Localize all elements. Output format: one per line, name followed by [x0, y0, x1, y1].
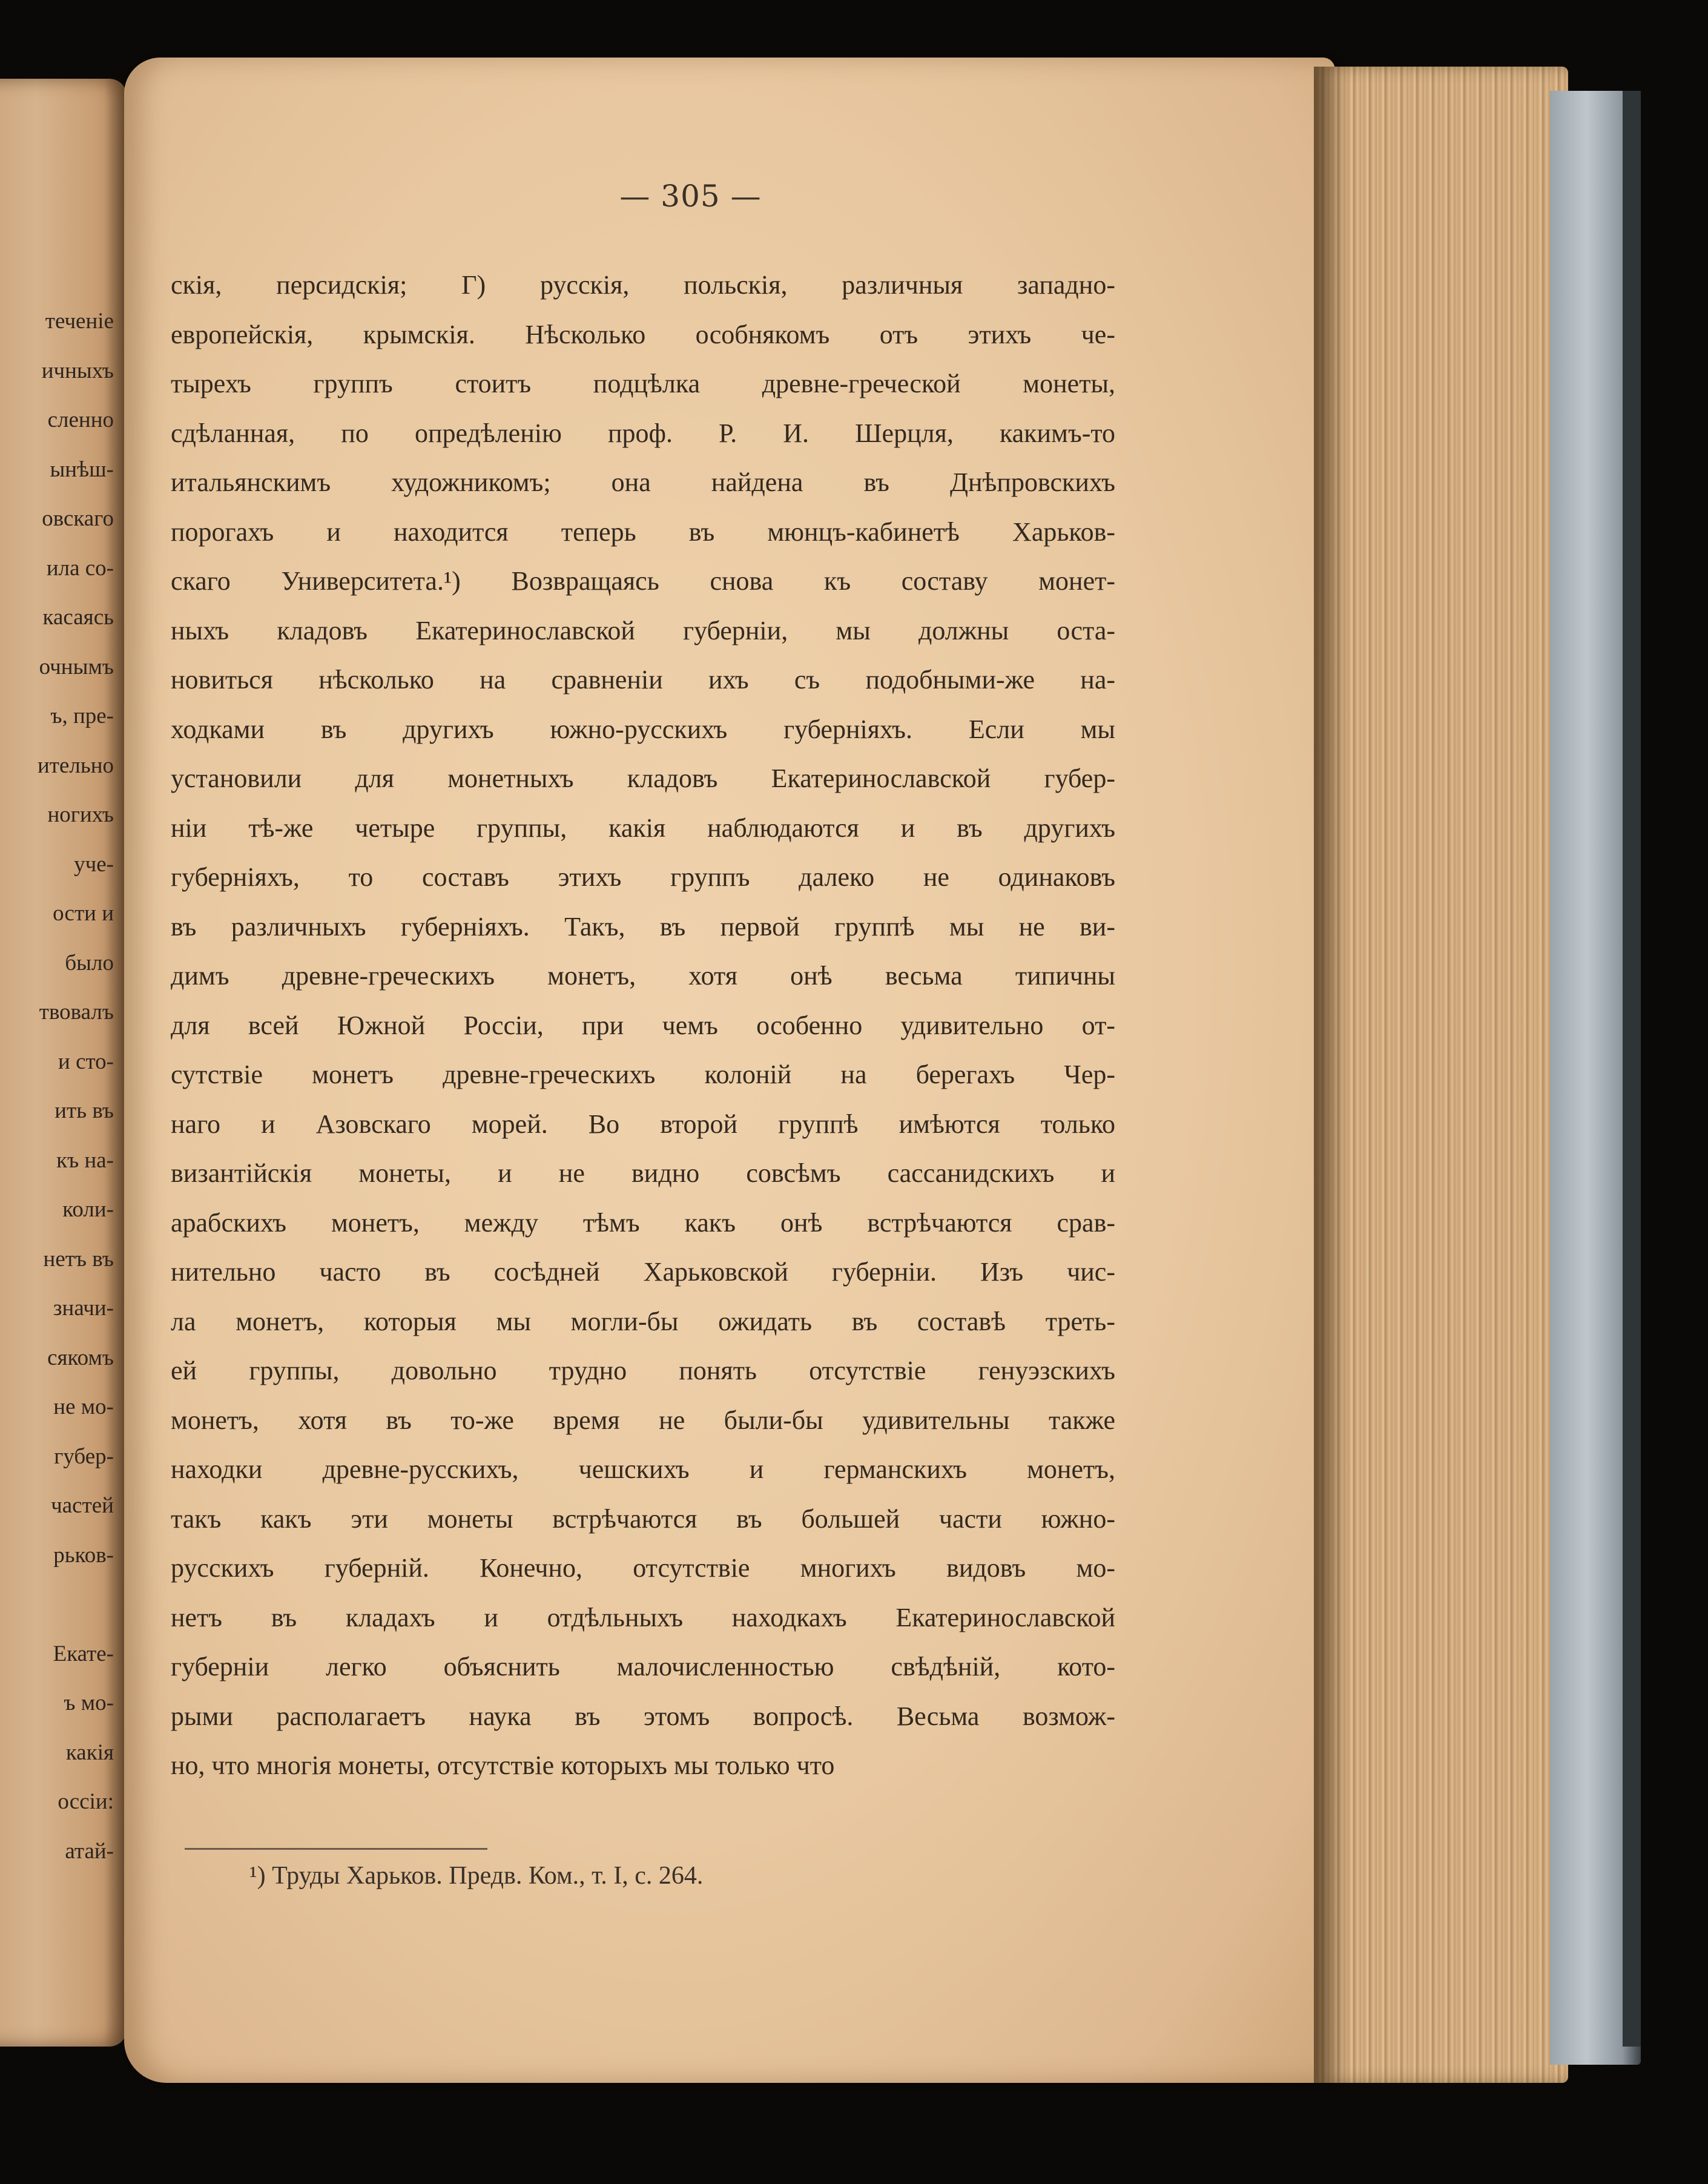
page-body-text [171, 260, 1115, 1790]
left-page-line: было [65, 950, 114, 975]
left-page-line: атай- [65, 1838, 114, 1864]
left-page-line: сленно [47, 407, 114, 432]
text-line: ла монетъ, которыя мы могли-бы ожидать въ составѣ треть- [171, 1306, 1115, 1336]
left-page-line: ынѣш- [50, 457, 114, 482]
left-page-line: рьков- [53, 1542, 114, 1568]
page-number: — 305 — [619, 179, 762, 214]
text-line: тырехъ группъ стоитъ подцѣлка древне-греческой монеты, [171, 369, 1115, 398]
text-line: монетъ, хотя въ то-же время не были-бы удивительны также [171, 1405, 1115, 1435]
text-line: въ различныхъ губерніяхъ. Такъ, въ первой группѣ мы не ви- [171, 911, 1115, 942]
text-line: итальянскимъ художникомъ; она найдена въ Днѣпровскихъ [171, 467, 1115, 497]
left-page-line [0, 1580, 114, 1629]
left-page-line: уче- [74, 851, 114, 877]
left-page-line: нетъ въ [43, 1246, 114, 1272]
text-line: нительно часто въ сосѣдней Харьковской губерніи. Изъ чис- [171, 1257, 1115, 1287]
left-page-line: касаясь [42, 605, 114, 630]
text-line: скія, персидскія; Г) русскія, польскія, различныя западно- [171, 270, 1115, 300]
left-page-line: ъ мо- [64, 1691, 114, 1715]
left-page-line: ичныхъ [41, 358, 114, 383]
left-page-line: сякомъ [47, 1345, 114, 1370]
left-page-line: не мо- [53, 1394, 114, 1419]
left-facing-page [0, 79, 127, 2047]
left-page-line: ногихъ [47, 802, 114, 827]
text-line: рыми располагаетъ наука въ этомъ вопросѣ. Весьма возмож- [171, 1701, 1115, 1731]
text-line: наго и Азовскаго морей. Во второй группѣ имѣются только [171, 1109, 1115, 1139]
left-page-line: значи- [53, 1296, 114, 1321]
left-page-line: теченіе [45, 309, 114, 334]
text-line: ныхъ кладовъ Екатеринославской губерніи, мы должны оста- [171, 615, 1115, 645]
left-page-line: Екате- [53, 1641, 114, 1666]
page-edge-shadow [1314, 67, 1350, 2083]
text-line: порогахъ и находится теперь въ мюнцъ-кабинетѣ Харьков- [171, 516, 1115, 547]
text-line: ходками въ другихъ южно-русскихъ губерніяхъ. Если мы [171, 714, 1115, 744]
text-line: европейскія, крымскія. Нѣсколько особнякомъ отъ этихъ че- [171, 319, 1115, 349]
left-page-line: ости и [53, 901, 114, 926]
left-page-line: какія [65, 1740, 114, 1765]
left-page-line: ительно [37, 753, 114, 778]
left-page-line: очнымъ [39, 654, 114, 679]
text-line: ніи тѣ-же четыре группы, какія наблюдаются и въ другихъ [171, 813, 1115, 843]
text-line: такъ какъ эти монеты встрѣчаются въ большей части южно- [171, 1503, 1115, 1534]
text-line: новиться нѣсколько на сравненіи ихъ съ подобными-же на- [171, 665, 1115, 694]
left-page-line: твовалъ [39, 1000, 114, 1024]
left-page-line: частей [51, 1493, 114, 1518]
left-page-line: ила со- [46, 555, 114, 581]
footnote-rule [185, 1848, 487, 1850]
left-page-line: и сто- [58, 1049, 114, 1074]
text-line: установили для монетныхъ кладовъ Екатеринославской губер- [171, 764, 1115, 793]
page-edges-stack [1314, 67, 1568, 2083]
text-line: скаго Университета.¹) Возвращаясь снова къ составу монет- [171, 566, 1115, 596]
left-page-line: ъ, пре- [50, 704, 114, 728]
left-page-line: къ на- [56, 1147, 114, 1173]
footnote: ¹) Труды Харьков. Предв. Ком., т. I, с. 264. [249, 1862, 704, 1890]
text-line: арабскихъ монетъ, между тѣмъ какъ онѣ встрѣчаются срав- [171, 1207, 1115, 1238]
text-line: сутствіе монетъ древне-греческихъ колоній на берегахъ Чер- [171, 1060, 1115, 1089]
text-line: но, что многія монеты, отсутствіе которыхъ мы только что [171, 1750, 835, 1780]
text-line: губерніяхъ, то составъ этихъ группъ далеко не одинаковъ [171, 862, 1115, 892]
left-page-text-fragments [0, 297, 114, 1876]
left-page-line: коли- [62, 1197, 114, 1222]
text-line: русскихъ губерній. Конечно, отсутствіе многихъ видовъ мо- [171, 1553, 1115, 1583]
left-page-line: оссіи: [58, 1789, 114, 1814]
text-line: находки древне-русскихъ, чешскихъ и германскихъ монетъ, [171, 1454, 1115, 1484]
text-line: губерніи легко объяснить малочисленностью свѣдѣній, кото- [171, 1652, 1115, 1681]
text-line: ей группы, довольно трудно понять отсутствіе генуэзскихъ [171, 1356, 1115, 1385]
text-line: сдѣланная, по опредѣленію проф. Р. И. Шерцля, какимъ-то [171, 418, 1115, 448]
text-line: византійскія монеты, и не видно совсѣмъ сассанидскихъ и [171, 1158, 1115, 1188]
text-line: для всей Южной Россіи, при чемъ особенно удивительно от- [171, 1010, 1115, 1040]
text-line: нетъ въ кладахъ и отдѣльныхъ находкахъ Екатеринославской [171, 1602, 1115, 1632]
text-line: димъ древне-греческихъ монетъ, хотя онѣ весьма типичны [171, 961, 1115, 991]
left-page-line: ить въ [54, 1098, 114, 1123]
book-spine [1623, 91, 1641, 2047]
left-page-line: овскаго [42, 506, 114, 531]
left-page-line: губер- [54, 1443, 114, 1469]
